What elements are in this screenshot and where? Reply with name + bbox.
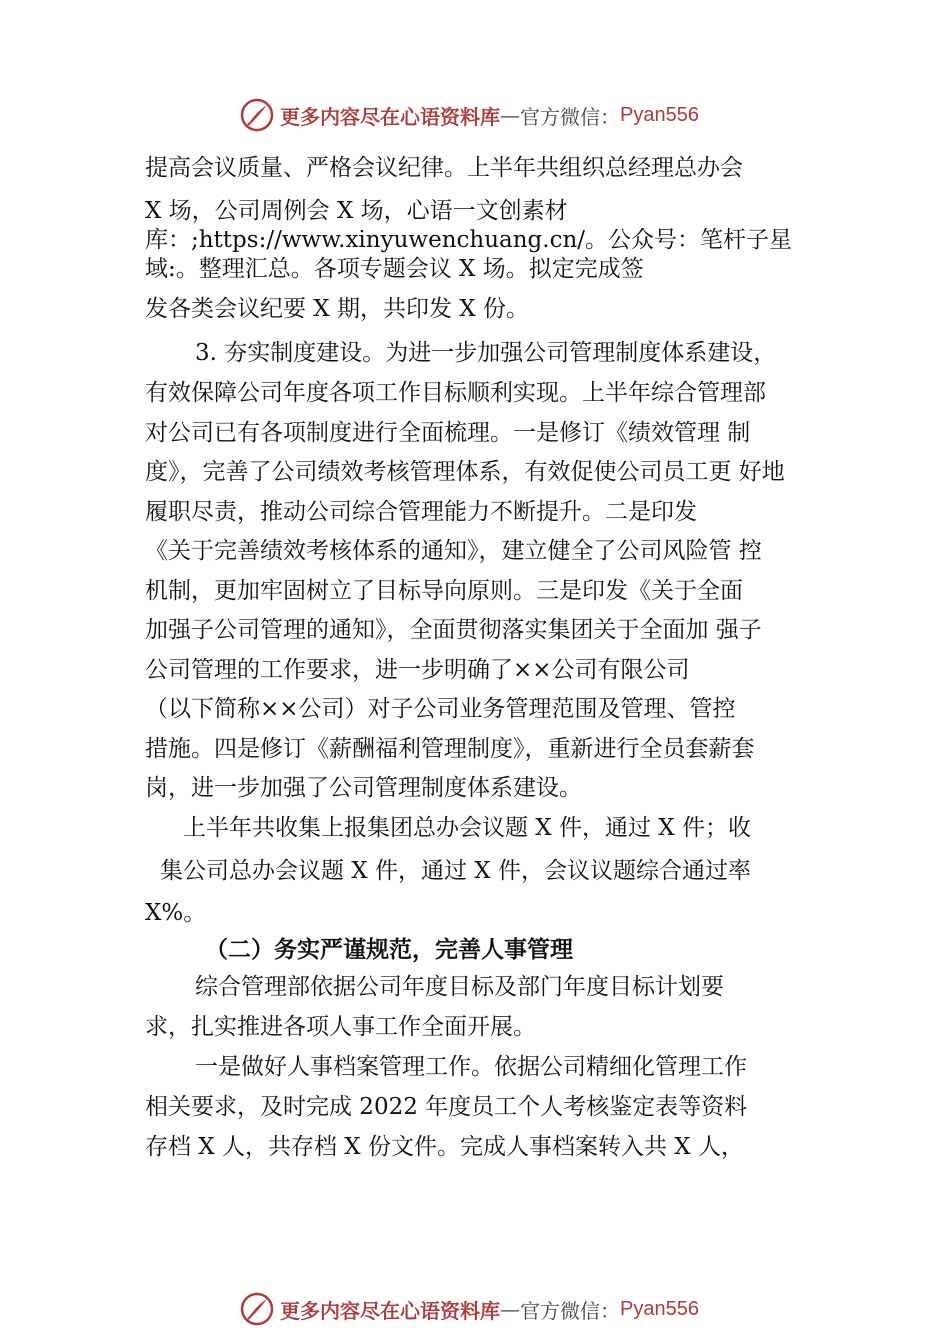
text-line: 提高会议质量、严格会议纪律。上半年共组织总经理总办会 (145, 155, 743, 181)
text-line: 求，扎实推进各项人事工作全面开展。 (145, 1014, 536, 1040)
header-banner (240, 95, 760, 135)
text-line: 上半年共收集上报集团总办会议题 X 件，通过 X 件；收 (183, 815, 751, 841)
text-line: 岗，进一步加强了公司管理制度体系建设。 (145, 775, 582, 801)
text-line: 履职尽责，推动公司综合管理能力不断提升。二是印发 (145, 499, 697, 525)
text-line: 集公司总办会议题 X 件，通过 X 件，会议议题综合通过率 (160, 858, 751, 884)
text-line: 公司管理的工作要求，进一步明确了××公司有限公司 (145, 657, 690, 683)
text-line: 机制，更加牢固树立了目标导向原则。三是印发《关于全面 (145, 578, 743, 604)
text-line: 发各类会议纪要 X 期，共印发 X 份。 (145, 296, 529, 322)
text-line: 对公司已有各项制度进行全面梳理。一是修订《绩效管理 制 (145, 420, 751, 446)
banner-wechat-id: Pyan556 (620, 103, 699, 126)
text-line: 3. 夯实制度建设。为进一步加强公司管理制度体系建设， (195, 340, 777, 366)
banner-dash: — (500, 103, 520, 127)
text-line: 综合管理部依据公司年度目标及部门年度目标计划要 (195, 974, 724, 1000)
footer-banner (240, 1289, 760, 1329)
text-line: （以下简称××公司）对子公司业务管理范围及管理、管控 (145, 696, 736, 722)
text-line: X%。 (145, 900, 207, 926)
text-line: 《关于完善绩效考核体系的通知》，建立健全了公司风险管 控 (145, 538, 762, 564)
text-line: 有效保障公司年度各项工作目标顺利实现。上半年综合管理部 (145, 380, 766, 406)
text-line: 措施。四是修订《薪酬福利管理制度》，重新进行全员套薪套 (145, 736, 755, 762)
banner-official-label: 官方微信： (520, 104, 620, 129)
text-line: 存档 X 人，共存档 X 份文件。完成人事档案转入共 X 人， (145, 1134, 744, 1160)
text-line: 域:。整理汇总。各项专题会议 X 场。拟定完成签 (145, 256, 644, 282)
quill-logo-icon (240, 1292, 274, 1326)
footer-title: 更多内容尽在心语资料库 (280, 1298, 500, 1323)
footer-official-label: 官方微信： (520, 1298, 620, 1323)
text-line: 一是做好人事档案管理工作。依据公司精细化管理工作 (195, 1054, 747, 1080)
text-line: 加强子公司管理的通知》，全面贯彻落实集团关于全面加 强子 (145, 617, 762, 643)
banner-title: 更多内容尽在心语资料库 (280, 104, 500, 129)
text-line: X 场，公司周例会 X 场，心语一文创素材 (145, 198, 568, 224)
footer-wechat-id: Pyan556 (620, 1297, 699, 1320)
footer-dash: — (500, 1297, 520, 1321)
text-line: 库：;https://www.xinyuwenchuang.cn/。公众号：笔杆子星 (145, 227, 793, 253)
quill-logo-icon (240, 98, 274, 132)
section-heading: （二）务实严谨规范，完善人事管理 (205, 937, 573, 963)
text-line: 相关要求，及时完成 2022 年度员工个人考核鉴定表等资料 (145, 1094, 748, 1120)
text-line: 度》，完善了公司绩效考核管理体系，有效促使公司员工更 好地 (145, 459, 785, 485)
